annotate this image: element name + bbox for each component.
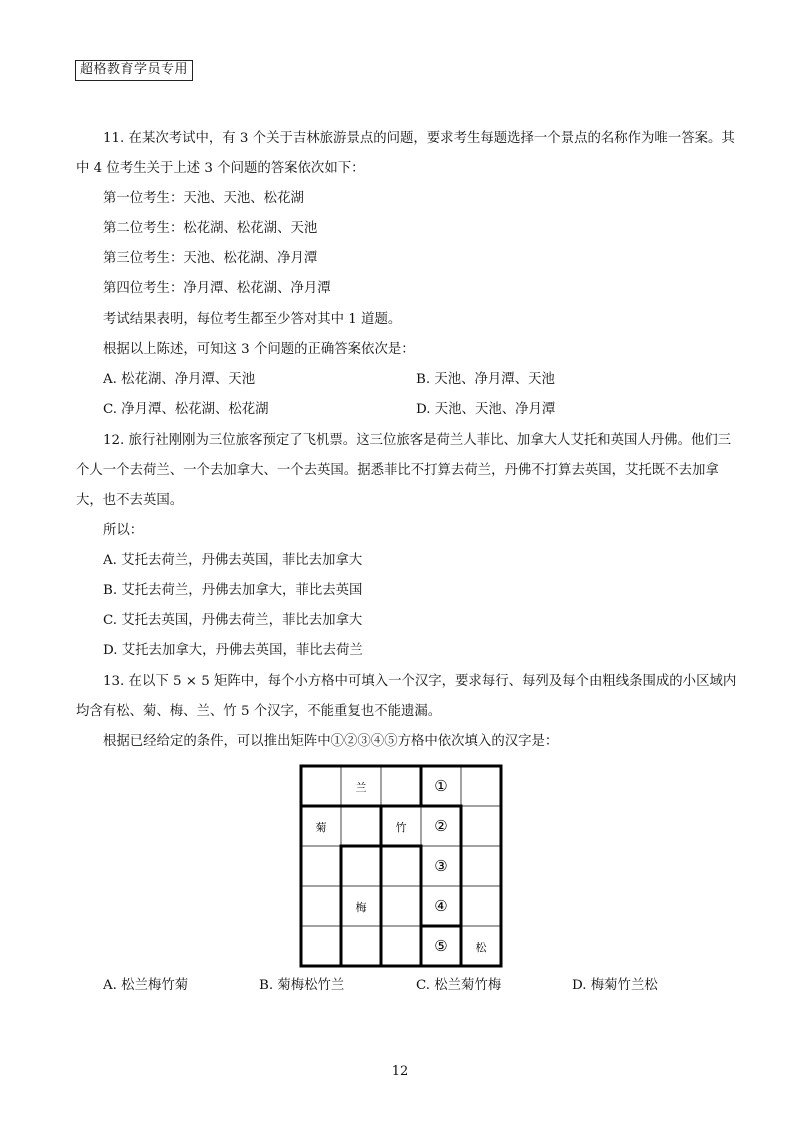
q11-option-a: A. 松花湖、净月潭、天池 bbox=[103, 372, 256, 387]
q11-question: 根据以上陈述，可知这 3 个问题的正确答案依次是： bbox=[103, 342, 415, 357]
grid-cell-char: 竹 bbox=[395, 821, 407, 834]
q12-option-b: B. 艾托去荷兰，丹佛去加拿大，菲比去英国 bbox=[103, 583, 363, 598]
q11-option-d: D. 天池、天池、净月潭 bbox=[416, 402, 556, 417]
header-stamp: 超格教育学员专用 bbox=[75, 60, 193, 81]
q11-result: 考试结果表明，每位考生都至少答对其中 1 道题。 bbox=[103, 312, 402, 327]
q11-stem-line1: 11. 在某次考试中，有 3 个关于吉林旅游景点的问题，要求考生每题选择一个景点的名称作为唯一答案。其 bbox=[103, 131, 735, 146]
q11-student-2: 第二位考生：松花湖、松花湖、天池 bbox=[103, 221, 318, 236]
matrix-grid bbox=[298, 763, 504, 969]
grid-marker: ② bbox=[434, 817, 448, 835]
q11-student-4: 第四位考生：净月潭、松花湖、净月潭 bbox=[103, 281, 331, 296]
grid-marker: ④ bbox=[434, 897, 448, 915]
q13-option-c: C. 松兰菊竹梅 bbox=[416, 978, 502, 993]
q12-option-a: A. 艾托去荷兰，丹佛去英国，菲比去加拿大 bbox=[103, 553, 363, 568]
q12-question: 所以： bbox=[103, 523, 144, 538]
grid-cell-char: 梅 bbox=[355, 901, 367, 914]
grid-cell-char: 松 bbox=[475, 941, 487, 954]
grid-marker: ③ bbox=[434, 857, 448, 875]
grid-marker: ① bbox=[434, 777, 448, 795]
grid-border bbox=[301, 766, 501, 966]
q11-student-3: 第三位考生：天池、松花湖、净月潭 bbox=[103, 251, 318, 266]
q11-option-c: C. 净月潭、松花湖、松花湖 bbox=[103, 402, 269, 417]
q11-option-b: B. 天池、净月潭、天池 bbox=[416, 372, 555, 387]
q12-stem-line2: 个人一个去荷兰、一个去加拿大、一个去英国。据悉菲比不打算去荷兰，丹佛不打算去英国，艾托既不去加拿 bbox=[76, 463, 719, 478]
grid-cell-char: 兰 bbox=[355, 781, 367, 794]
grid-cell-char: 菊 bbox=[315, 821, 327, 834]
grid-marker: ⑤ bbox=[434, 937, 448, 955]
q13-option-a: A. 松兰梅竹菊 bbox=[103, 978, 189, 993]
q12-stem-line3: 大，也不去英国。 bbox=[76, 493, 184, 508]
q13-option-d: D. 梅菊竹兰松 bbox=[572, 978, 658, 993]
q12-stem-line1: 12. 旅行社刚刚为三位旅客预定了飞机票。这三位旅客是荷兰人菲比、加拿大人艾托和英国人丹佛。他们三 bbox=[103, 433, 732, 448]
page-number: 12 bbox=[391, 1064, 409, 1079]
q12-option-d: D. 艾托去加拿大，丹佛去英国，菲比去荷兰 bbox=[103, 643, 363, 658]
q13-stem-line2: 均含有松、菊、梅、兰、竹 5 个汉字，不能重复也不能遗漏。 bbox=[76, 704, 442, 719]
q13-option-b: B. 菊梅松竹兰 bbox=[259, 978, 345, 993]
q11-stem-line2: 中 4 位考生关于上述 3 个问题的答案依次如下： bbox=[76, 161, 365, 176]
q13-question: 根据已经给定的条件，可以推出矩阵中①②③④⑤方格中依次填入的汉字是： bbox=[103, 734, 559, 749]
q12-option-c: C. 艾托去英国，丹佛去荷兰，菲比去加拿大 bbox=[103, 613, 363, 628]
q11-student-1: 第一位考生：天池、天池、松花湖 bbox=[103, 191, 304, 206]
q13-stem-line1: 13. 在以下 5 × 5 矩阵中，每个小方格中可填入一个汉字，要求每行、每列及每个由粗线条围成的小区域内 bbox=[103, 674, 737, 689]
